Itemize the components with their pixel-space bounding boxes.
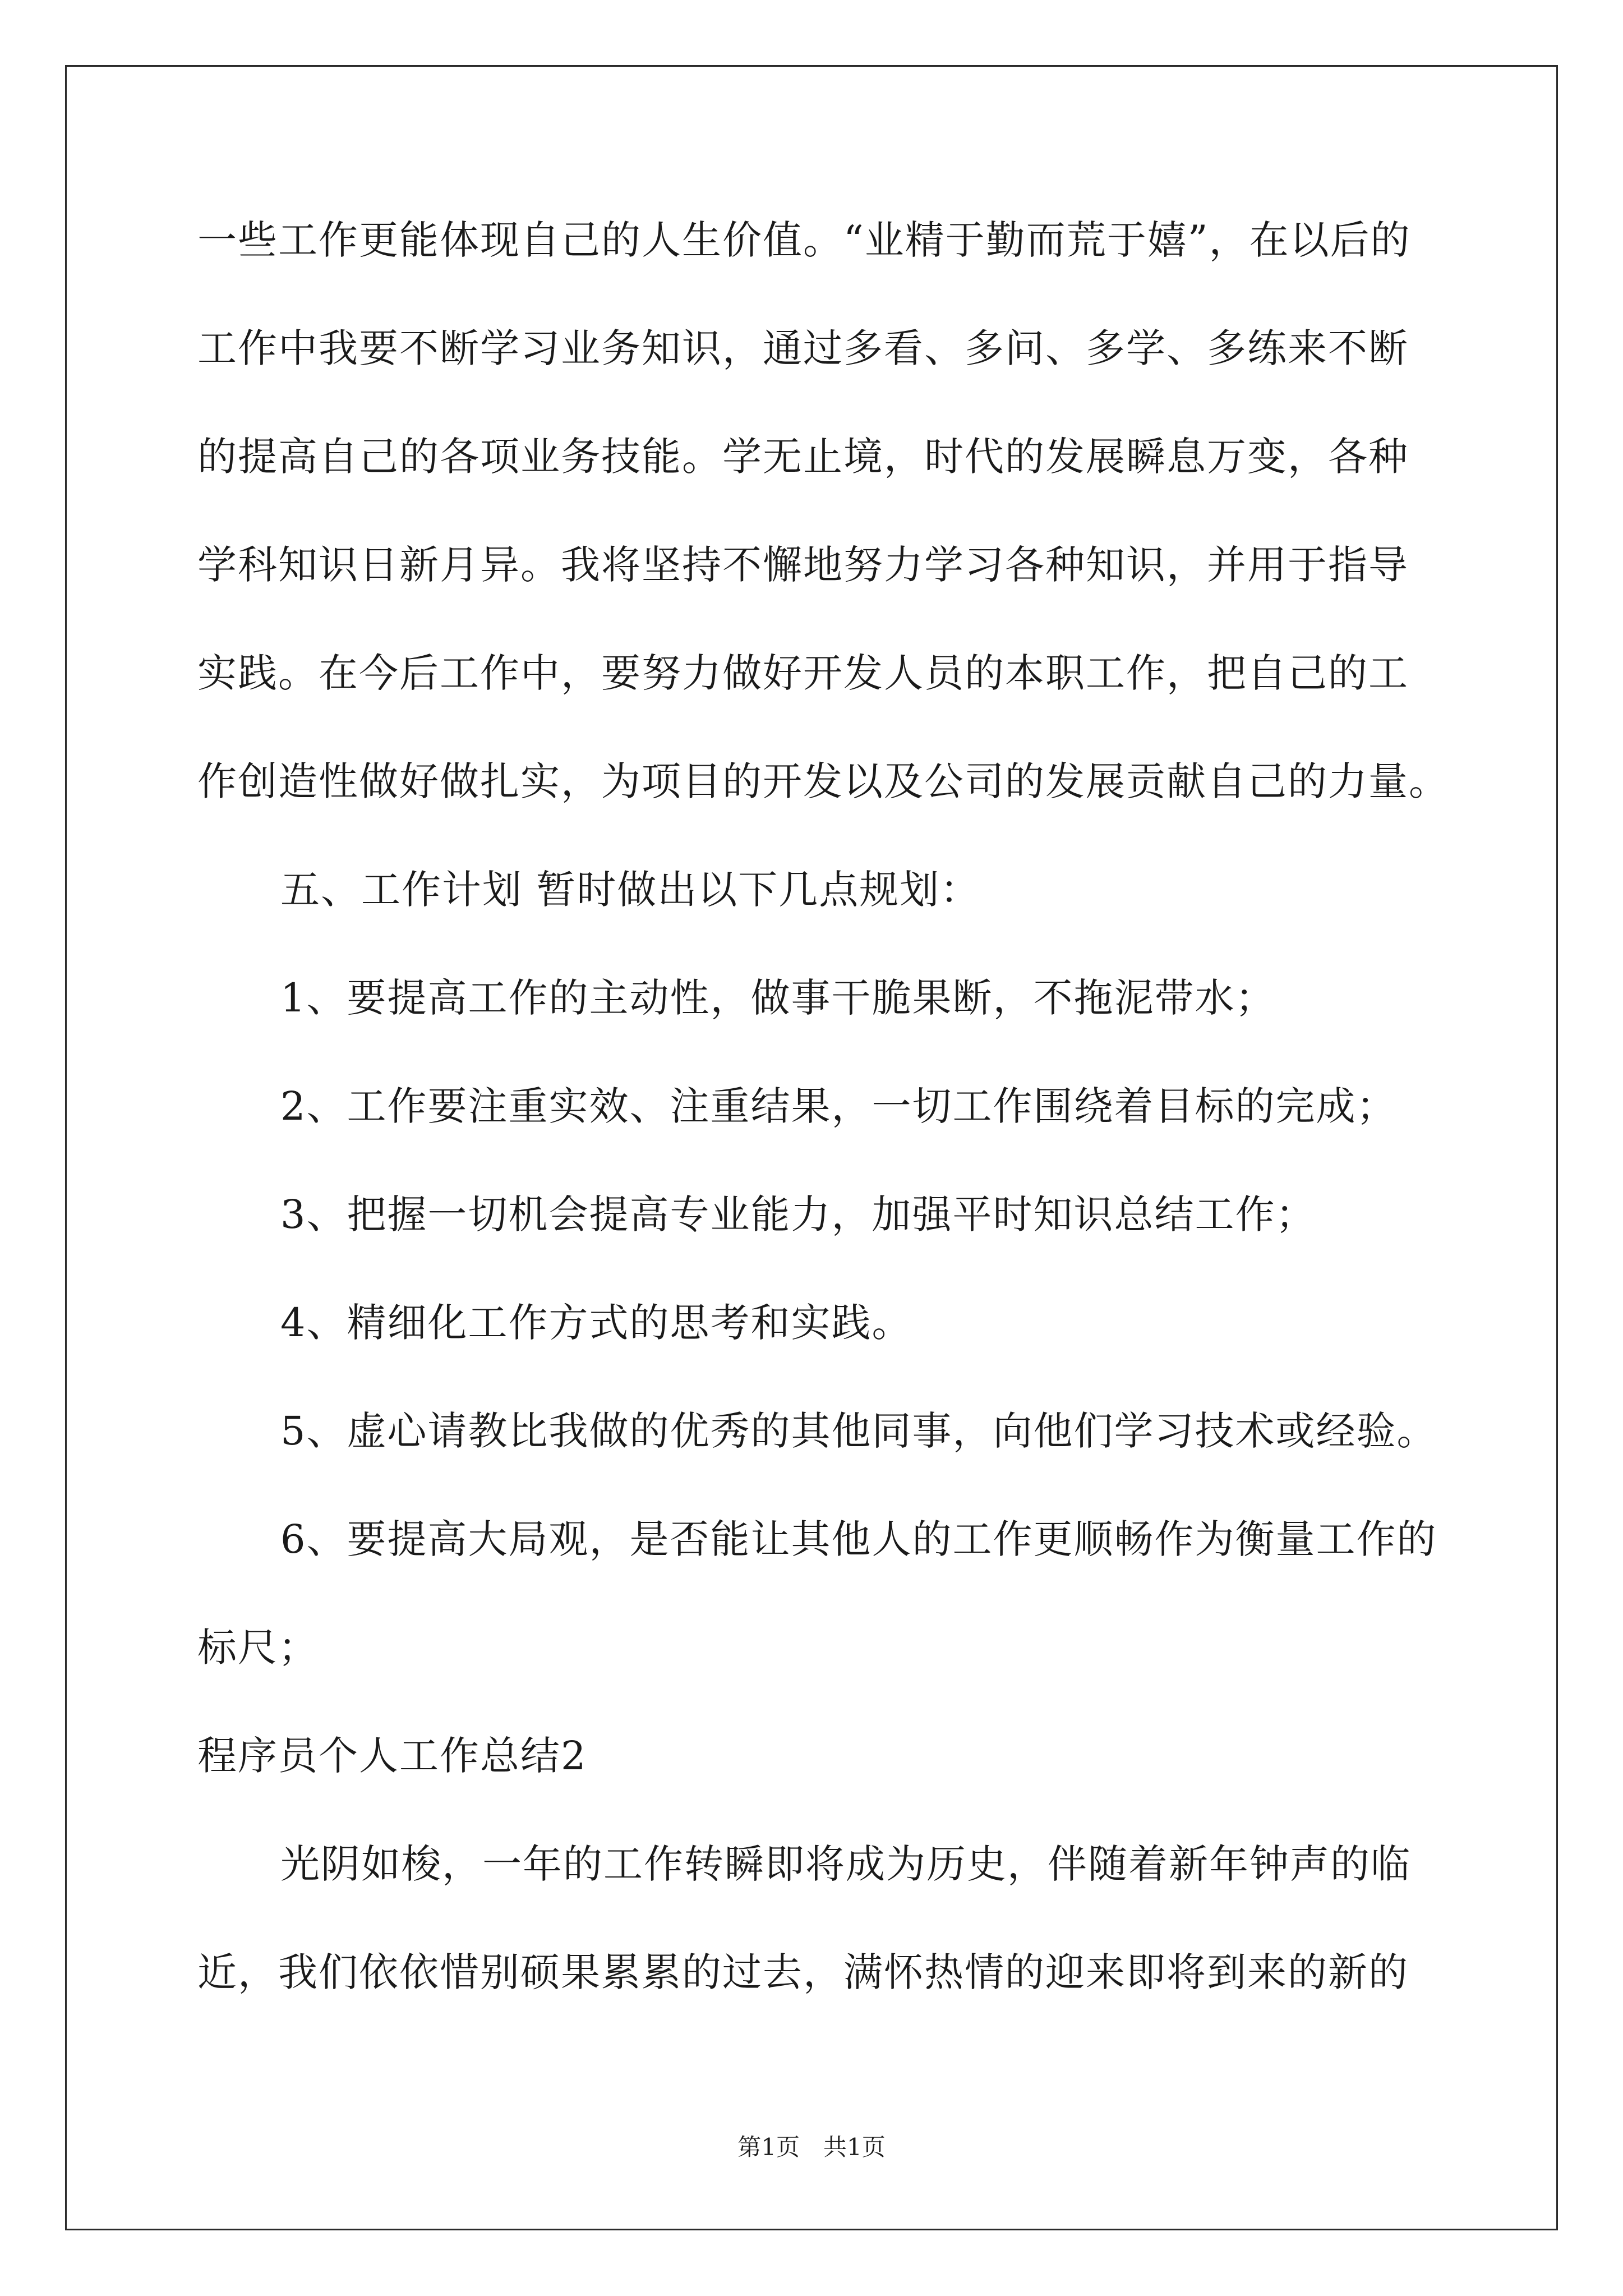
list-item: 1、要提高工作的主动性，做事干脆果断，不拖泥带水； xyxy=(280,975,1276,1021)
document-title: 程序员个人工作总结2 xyxy=(197,1733,587,1779)
page-footer: 第1页 共1页 xyxy=(737,2133,886,2161)
text-line: 学科知识日新月异。我将坚持不懈地努力学习各种知识，并用于指导 xyxy=(197,542,1409,588)
page-border xyxy=(65,65,1558,2230)
list-item: 4、精细化工作方式的思考和实践。 xyxy=(280,1300,912,1346)
text-line: 一些工作更能体现自己的人生价值。“业精于勤而荒于嬉”，在以后的 xyxy=(197,217,1411,263)
text-line: 标尺； xyxy=(197,1625,319,1671)
list-item: 2、工作要注重实效、注重结果，一切工作围绕着目标的完成； xyxy=(280,1083,1397,1129)
section-heading: 五、工作计划 暂时做出以下几点规划： xyxy=(280,867,981,913)
text-line: 光阴如梭，一年的工作转瞬即将成为历史，伴随着新年钟声的临 xyxy=(280,1841,1411,1887)
text-line: 作创造性做好做扎实，为项目的开发以及公司的发展贡献自己的力量。 xyxy=(197,758,1449,804)
list-item: 5、虚心请教比我做的优秀的其他同事，向他们学习技术或经验。 xyxy=(280,1408,1437,1454)
list-item: 6、要提高大局观，是否能让其他人的工作更顺畅作为衡量工作的 xyxy=(280,1516,1437,1562)
text-line: 的提高自己的各项业务技能。学无止境，时代的发展瞬息万变，各种 xyxy=(197,434,1409,480)
list-item: 3、把握一切机会提高专业能力，加强平时知识总结工作； xyxy=(280,1191,1316,1237)
text-line: 工作中我要不断学习业务知识，通过多看、多问、多学、多练来不断 xyxy=(197,325,1409,371)
text-line: 近，我们依依惜别硕果累累的过去，满怀热情的迎来即将到来的新的 xyxy=(197,1949,1409,1995)
text-line: 实践。在今后工作中，要努力做好开发人员的本职工作，把自己的工 xyxy=(197,650,1409,696)
